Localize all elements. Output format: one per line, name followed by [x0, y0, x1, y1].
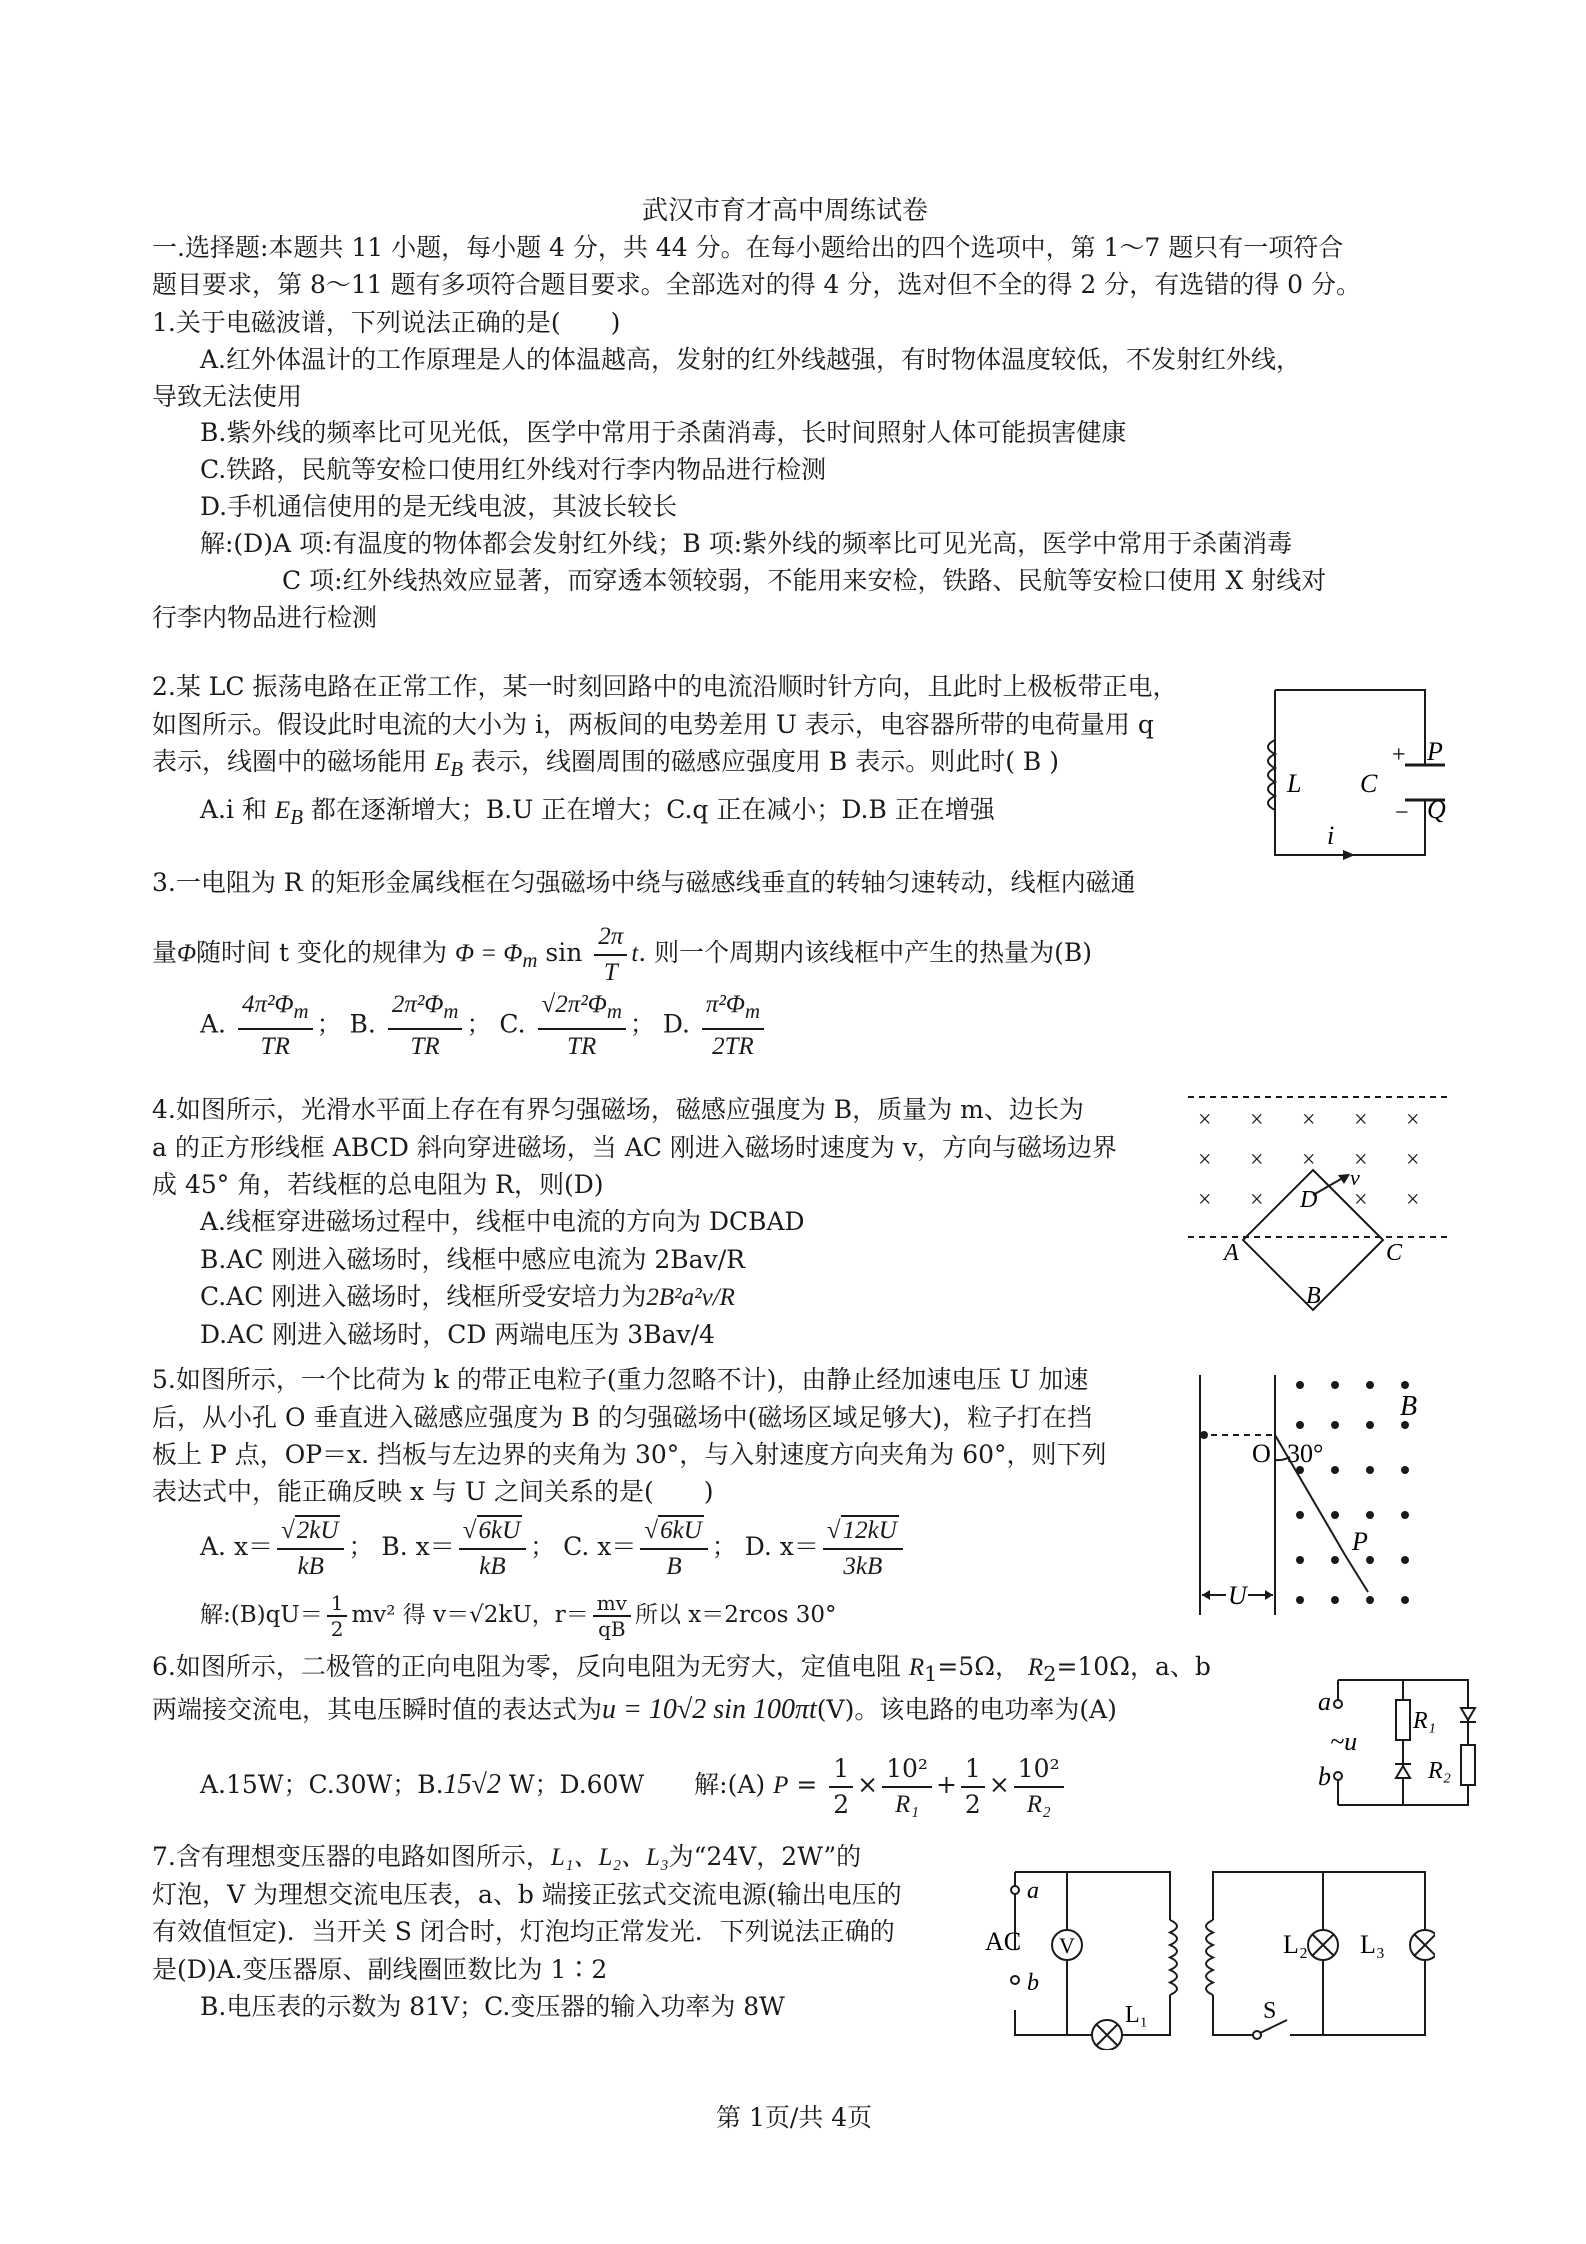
- q2-line-1: 2.某 LC 振荡电路在正常工作，某一时刻回路中的电流沿顺时针方向，且此时上极板带正电，: [152, 672, 1178, 701]
- q1-solution-3: 行李内物品进行检测: [152, 603, 378, 632]
- plate-q-label: Q: [1427, 795, 1446, 824]
- q1-option-a-cont: 导致无法使用: [152, 382, 303, 411]
- q7-line-2: 灯泡，V 为理想交流电压表，a、b 端接正弦式交流电源(输出电压的: [152, 1880, 902, 1909]
- source-u-label: ~u: [1330, 1727, 1358, 1756]
- terminal-b: [1334, 1772, 1342, 1780]
- q6-diode-circuit-figure: [1318, 1660, 1478, 1820]
- q5-options: A. x＝ $\frac{√2kU}{kB}$ ； B. x＝ $\frac{√6kU}{kB}$ ； C. x＝ $\frac{√6kU}{B}$ ； D. x＝ $\frac{√12kU}{3kB}$: [200, 1512, 907, 1584]
- q2-options: A.i 和 $E_B$ 都在逐渐增大；B.U 正在增大；C.q 正在减小；D.B 正在增强: [200, 795, 995, 829]
- field-cross-icon: ×: [1198, 1187, 1212, 1213]
- secondary-coil: [1206, 1920, 1213, 1995]
- lamp-l1-label: L₁: [1125, 2002, 1149, 2028]
- hole-o-label: O: [1252, 1439, 1271, 1468]
- q3-line-1: 3.一电阻为 R 的矩形金属线框在匀强磁场中绕与磁感线垂直的转轴匀速转动，线框内磁通: [152, 868, 1136, 897]
- q7-line-3: 有效值恒定)．当开关 S 闭合时，灯泡均正常发光．下列说法正确的: [152, 1917, 895, 1946]
- lamp-l3-label: L₃: [1360, 1930, 1385, 1959]
- q1-solution-1: 解:(D)A 项:有温度的物体都会发射红外线；B 项:紫外线的频率比可见光高，医学中常用于杀菌消毒: [200, 529, 1293, 558]
- q1-option-d: D.手机通信使用的是无线电波，其波长较长: [200, 492, 678, 521]
- field-cross-icon: ×: [1198, 1147, 1212, 1173]
- q7-transformer-circuit-figure: [985, 1850, 1435, 2050]
- field-cross-icon: ×: [1250, 1107, 1264, 1133]
- field-dot-icon: [1331, 1511, 1339, 1519]
- field-dot-icon: [1366, 1556, 1374, 1564]
- q4-option-a: A.线框穿进磁场过程中，线框中电流的方向为 DCBAD: [200, 1207, 805, 1236]
- q5-magnetic-field-figure: [1190, 1370, 1440, 1625]
- q1-option-c: C.铁路，民航等安检口使用红外线对行李内物品进行检测: [200, 455, 827, 484]
- field-cross-icon: ×: [1406, 1187, 1420, 1213]
- switch-s-label: S: [1263, 1998, 1277, 2024]
- field-dot-icon: [1331, 1556, 1339, 1564]
- q5-solution: 解:(B)qU＝ $\frac{1}{2}$ mv² 得 v＝√2kU，r＝ $\frac{mv}{qB}$ 所以 x＝2rcos 30°: [200, 1591, 837, 1641]
- field-dot-icon: [1366, 1381, 1374, 1389]
- vertex-c-label: C: [1386, 1240, 1403, 1266]
- q4-option-b: B.AC 刚进入磁场时，线框中感应电流为 2Bav/R: [200, 1245, 745, 1274]
- current-arrow-icon: [1343, 850, 1355, 860]
- field-dot-icon: [1296, 1596, 1304, 1604]
- field-cross-icon: ×: [1198, 1107, 1212, 1133]
- plus-sign: +: [1392, 742, 1406, 768]
- field-cross-icon: ×: [1354, 1107, 1368, 1133]
- r2-label: R₂: [1428, 1758, 1452, 1784]
- field-b-label: B: [1400, 1391, 1418, 1422]
- q7-line-1: 7.含有理想变压器的电路如图所示，L₁、L₂、L₃为“24V，2W”的: [152, 1842, 862, 1871]
- ac-source-label: AC: [985, 1927, 1022, 1956]
- plate-p-label: P: [1427, 737, 1443, 766]
- page-number: 第 1页/共 4页: [716, 2103, 873, 2132]
- q2-line-2: 如图所示。假设此时电流的大小为 i，两板间的电势差用 U 表示，电容器所带的电荷量用 q: [152, 710, 1154, 739]
- q7-line-5: B.电压表的示数为 81V；C.变压器的输入功率为 8W: [200, 1992, 785, 2021]
- inductor-label: L: [1287, 769, 1302, 798]
- field-cross-icon: ×: [1250, 1187, 1264, 1213]
- q4-line-1: 4.如图所示，光滑水平面上存在有界匀强磁场，磁感应强度为 B，质量为 m、边长为: [152, 1095, 1084, 1124]
- q5-line-3: 板上 P 点，OP＝x. 挡板与左边界的夹角为 30°，与入射速度方向夹角为 60°，则下列: [152, 1440, 1107, 1469]
- q1-option-b: B.紫外线的频率比可见光低，医学中常用于杀菌消毒，长时间照射人体可能损害健康: [200, 418, 1127, 447]
- field-dot-icon: [1331, 1596, 1339, 1604]
- q5-line-2: 后，从小孔 O 垂直进入磁感应强度为 B 的匀强磁场中(磁场区域足够大)，粒子打在挡: [152, 1403, 1093, 1432]
- field-cross-icon: ×: [1302, 1147, 1316, 1173]
- field-dot-icon: [1401, 1466, 1409, 1474]
- field-dot-icon: [1331, 1466, 1339, 1474]
- field-dot-icon: [1296, 1421, 1304, 1429]
- q5-line-4: 表达式中，能正确反映 x 与 U 之间关系的是( ): [152, 1477, 714, 1506]
- q4-line-2: a 的正方形线框 ABCD 斜向穿进磁场，当 AC 刚进入磁场时速度为 v，方向与磁场边界: [152, 1133, 1117, 1162]
- terminal-b: [1011, 1976, 1019, 1984]
- q1-stem: 1.关于电磁波谱，下列说法正确的是( ): [152, 308, 621, 337]
- primary-coil: [1170, 1920, 1177, 1995]
- point-p-label: P: [1352, 1527, 1368, 1556]
- q4-magnetic-field-figure: [1188, 1085, 1448, 1325]
- section-instructions-line-1: 一.选择题:本题共 11 小题，每小题 4 分，共 44 分。在每小题给出的四个选项中，第 1～7 题只有一项符合: [152, 233, 1344, 262]
- q4-option-c: C.AC 刚进入磁场时，线框所受安培力为2B²a²v/R: [200, 1282, 735, 1311]
- terminal-b-label: b: [1027, 1970, 1039, 1996]
- angle-30-label: 30°: [1287, 1439, 1324, 1468]
- q3-line-2: 量Φ随时间 t 变化的规律为 $\Phi = \Phi_m$ sin $\frac{2\pi}{T}$ t. 则一个周期内该线框中产生的热量为(B): [152, 918, 1092, 995]
- inductor-coil: [1268, 740, 1275, 810]
- r1-label: R₁: [1413, 1708, 1437, 1734]
- minus-sign: −: [1395, 800, 1409, 826]
- vertex-b-label: B: [1306, 1283, 1321, 1309]
- vertex-a-label: A: [1224, 1240, 1239, 1266]
- field-cross-icon: ×: [1406, 1147, 1420, 1173]
- diode-right-icon: [1461, 1708, 1475, 1720]
- field-dot-icon: [1366, 1596, 1374, 1604]
- voltmeter-label: V: [1059, 1933, 1075, 1958]
- field-dot-icon: [1366, 1421, 1374, 1429]
- q6-line-1: 6.如图所示，二极管的正向电阻为零，反向电阻为无穷大，定值电阻 $R_1=5\Omega$， $R_2=10\Omega$，a、b: [152, 1652, 1211, 1686]
- field-dot-icon: [1331, 1421, 1339, 1429]
- field-dot-icon: [1401, 1596, 1409, 1604]
- terminal-a-label: a: [1318, 1687, 1331, 1716]
- field-dot-icon: [1296, 1556, 1304, 1564]
- resistor-r2: [1461, 1745, 1475, 1785]
- field-cross-icon: ×: [1302, 1107, 1316, 1133]
- q3-options: A. $\frac{4\pi^2\Phi_m}{TR}$ ； B. $\frac{2\pi^2\Phi_m}{TR}$ ； C. $\frac{√2\pi^2\Phi_m}{TR}$ ； D. $\frac{\pi^2\Phi_m}{2TR}$: [200, 988, 768, 1064]
- q7-line-4: 是(D)A.变压器原、副线圈匝数比为 1∶2: [152, 1955, 608, 1984]
- resistor-r1: [1396, 1700, 1410, 1740]
- q6-line-2: 两端接交流电，其电压瞬时值的表达式为u = 10√2 sin 100πt(V)。该电路的电功率为(A): [152, 1694, 1117, 1725]
- field-dot-icon: [1401, 1511, 1409, 1519]
- diode-left-icon: [1396, 1766, 1410, 1778]
- field-dot-icon: [1296, 1381, 1304, 1389]
- field-dot-icon: [1401, 1421, 1409, 1429]
- particle-source-dot: [1200, 1431, 1208, 1439]
- q4-line-3: 成 45° 角，若线框的总电阻为 R，则(D): [152, 1170, 604, 1199]
- q6-options-and-solution: A.15W；C.30W；B.15√2 W；D.60W 解:(A) P = $\frac{1}{2}$ × $\frac{\text{10²}}{\text{R₁}}$ + $\frac{1}{2}$ × $\frac{\text{10²}}{\text{R₂}}$: [200, 1745, 1068, 1826]
- voltage-u-label: U: [1228, 1581, 1247, 1610]
- field-cross-icon: ×: [1354, 1187, 1368, 1213]
- field-cross-icon: ×: [1354, 1147, 1368, 1173]
- current-label: i: [1327, 821, 1335, 850]
- q4-option-d: D.AC 刚进入磁场时，CD 两端电压为 3Bav/4: [200, 1320, 715, 1349]
- field-dot-icon: [1331, 1381, 1339, 1389]
- terminal-b-label: b: [1318, 1762, 1331, 1791]
- page-title: 武汉市育才高中周练试卷: [642, 196, 929, 226]
- field-dot-icon: [1366, 1511, 1374, 1519]
- field-dot-icon: [1366, 1466, 1374, 1474]
- q2-lc-circuit-figure: [1255, 680, 1455, 870]
- field-dot-icon: [1401, 1381, 1409, 1389]
- field-dot-icon: [1401, 1556, 1409, 1564]
- section-instructions-line-2: 题目要求，第 8～11 题有多项符合题目要求。全部选对的得 4 分，选对但不全的得 2 分，有选错的得 0 分。: [152, 270, 1362, 299]
- terminal-a: [1011, 1886, 1019, 1894]
- q1-solution-2: C 项:红外线热效应显著，而穿透本领较弱，不能用来安检，铁路、民航等安检口使用 X 射线对: [282, 566, 1327, 595]
- field-cross-icon: ×: [1250, 1147, 1264, 1173]
- velocity-label: v: [1350, 1165, 1360, 1190]
- q1-option-a: A.红外体温计的工作原理是人的体温越高，发射的红外线越强，有时物体温度较低，不发射红外线，: [200, 345, 1302, 374]
- terminal-a-label: a: [1027, 1878, 1039, 1904]
- capacitor-label: C: [1360, 769, 1378, 798]
- vertex-d-label: D: [1300, 1187, 1318, 1213]
- field-cross-icon: ×: [1406, 1107, 1420, 1133]
- q2-line-3: 表示，线圈中的磁场能用 $E_B$ 表示，线圈周围的磁感应强度用 B 表示。则此时( B ): [152, 747, 1059, 781]
- q5-line-1: 5.如图所示，一个比荷为 k 的带正电粒子(重力忽略不计)，由静止经加速电压 U 加速: [152, 1365, 1089, 1394]
- lamp-l2-label: L₂: [1283, 1930, 1308, 1959]
- field-dot-icon: [1296, 1511, 1304, 1519]
- terminal-a: [1334, 1700, 1342, 1708]
